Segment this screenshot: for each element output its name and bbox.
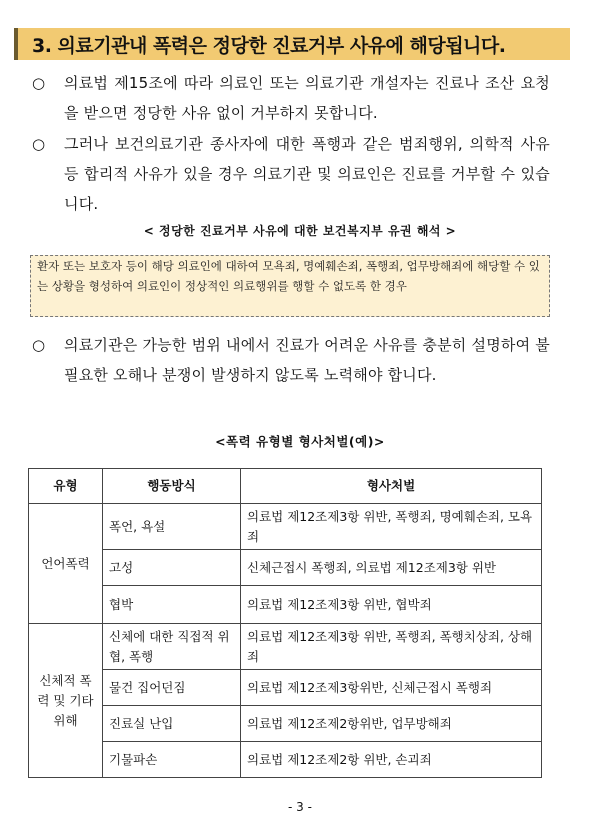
header-action: 행동방식 xyxy=(103,469,241,504)
paragraph-3: 의료기관은 가능한 범위 내에서 진료가 어려운 사유를 충분히 설명하여 불필요한 오해나 분쟁이 발생하지 않도록 노력해야 합니다. xyxy=(64,336,550,384)
paragraph-2: 그러나 보건의료기관 종사자에 대한 폭행과 같은 범죄행위, 의학적 사유 등 합리적 사유가 있을 경우 의료기관 및 의료인은 진료를 거부할 수 있습니다. xyxy=(64,135,550,213)
penalty-cell: 의료법 제12조제3항위반, 신체근접시 폭행죄 xyxy=(241,670,542,706)
penalty-cell: 의료법 제12조제3항 위반, 폭행죄, 명예훼손죄, 모욕죄 xyxy=(241,504,542,550)
bullet-icon: ○ xyxy=(32,135,46,153)
interpretation-text: 환자 또는 보호자 등이 해당 의료인에 대하여 모욕죄, 명예훼손죄, 폭행죄, 업무방해죄에 해당할 수 있는 상황을 형성하여 의료인이 정상적인 의료행위를 행할 수 없도록 한 경우 xyxy=(37,259,540,293)
action-cell: 폭언, 욕설 xyxy=(103,504,241,550)
interpretation-heading: < 정당한 진료거부 사유에 대한 보건복지부 유권 해석 > xyxy=(143,224,457,238)
table-row xyxy=(29,504,542,550)
penalty-cell: 의료법 제12조제3항 위반, 폭행죄, 폭행치상죄, 상해죄 xyxy=(241,624,542,670)
table-header-row xyxy=(29,469,542,504)
category-physical: 신체적 폭력 및 기타 위해 xyxy=(29,624,103,778)
table-row xyxy=(29,550,542,586)
action-cell: 진료실 난입 xyxy=(103,706,241,742)
table-row xyxy=(29,670,542,706)
table-row xyxy=(29,624,542,670)
penalty-cell: 의료법 제12조제2항 위반, 손괴죄 xyxy=(241,742,542,778)
interpretation-box xyxy=(30,255,550,317)
table-row xyxy=(29,742,542,778)
table-title: <폭력 유형별 형사처벌(예)> xyxy=(215,434,385,449)
header-type: 유형 xyxy=(29,469,103,504)
penalty-cell: 의료법 제12조제2항위반, 업무방해죄 xyxy=(241,706,542,742)
action-cell: 고성 xyxy=(103,550,241,586)
page-number: - 3 - xyxy=(288,800,312,814)
table-row xyxy=(29,586,542,624)
category-verbal: 언어폭력 xyxy=(29,504,103,624)
header-penalty: 형사처벌 xyxy=(241,469,542,504)
action-cell: 기물파손 xyxy=(103,742,241,778)
section-title-bar xyxy=(14,28,570,60)
penalty-cell: 신체근접시 폭행죄, 의료법 제12조제3항 위반 xyxy=(241,550,542,586)
action-cell: 협박 xyxy=(103,586,241,624)
bullet-icon: ○ xyxy=(32,336,46,354)
paragraph-1: 의료법 제15조에 따라 의료인 또는 의료기관 개설자는 진료나 조산 요청을 받으면 정당한 사유 없이 거부하지 못합니다. xyxy=(64,74,550,122)
section-title: 3. 의료기관내 폭력은 정당한 진료거부 사유에 해당됩니다. xyxy=(32,35,506,57)
penalty-cell: 의료법 제12조제3항 위반, 협박죄 xyxy=(241,586,542,624)
penalty-table xyxy=(28,468,542,778)
action-cell: 물건 집어던짐 xyxy=(103,670,241,706)
table-row xyxy=(29,706,542,742)
action-cell: 신체에 대한 직접적 위협, 폭행 xyxy=(103,624,241,670)
bullet-icon: ○ xyxy=(32,74,46,92)
